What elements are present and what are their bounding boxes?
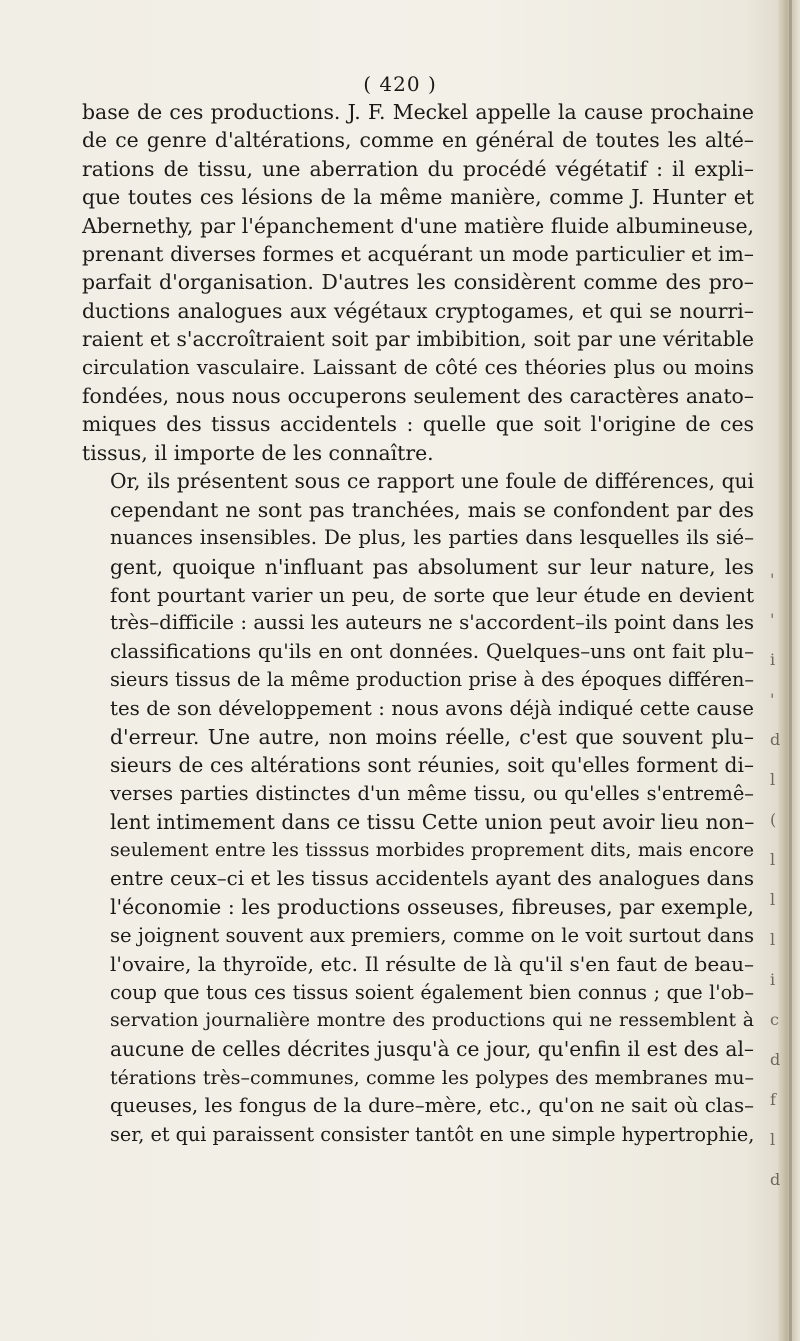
paragraph bbox=[82, 467, 754, 1149]
page-number: ( 420 ) bbox=[363, 72, 437, 96]
text-line: raient et s'accroîtraient soit par imbibition, soit par une véritable bbox=[82, 327, 754, 352]
text-line: de ce genre d'altérations, comme en général de toutes les alté– bbox=[82, 128, 754, 153]
text-line: miques des tissus accidentels : quelle que soit l'origine de ces bbox=[82, 412, 754, 437]
text-line: se joignent souvent aux premiers, comme on le voit surtout dans bbox=[110, 923, 754, 947]
text-line: l'économie : les productions osseuses, fibreuses, par exemple, bbox=[110, 895, 754, 920]
text-line: l'ovaire, la thyroïde, etc. Il résulte de là qu'il s'en faut de beau– bbox=[110, 952, 754, 977]
text-line: d'erreur. Une autre, non moins réelle, c'est que souvent plu– bbox=[110, 724, 754, 749]
bleed-glyph: ' bbox=[770, 570, 775, 589]
bleed-glyph: c bbox=[770, 1010, 779, 1029]
text-line: nuances insensibles. De plus, les parties dans lesquelles ils sié– bbox=[110, 526, 754, 550]
text-line: lent intimement dans ce tissu Cette union peut avoir lieu non– bbox=[110, 810, 755, 835]
text-line: Abernethy, par l'épanchement d'une matière fluide albumineuse, bbox=[82, 213, 754, 238]
text-line: aucune de celles décrites jusqu'à ce jour, qu'enfin il est des al– bbox=[110, 1037, 754, 1062]
text-line: cependant ne sont pas tranchées, mais se confondent par des bbox=[110, 497, 754, 522]
text-line: coup que tous ces tissus soient également bien connus ; que l'ob– bbox=[110, 980, 754, 1004]
body-text bbox=[82, 98, 754, 1149]
bleed-glyph: i bbox=[770, 970, 776, 989]
text-line: tes de son développement : nous avons déjà indiqué cette cause bbox=[110, 696, 754, 720]
text-line: circulation vasculaire. Laissant de côté ces théories plus ou moins bbox=[82, 355, 754, 379]
text-line: que toutes ces lésions de la même manière, comme J. Hunter et bbox=[82, 185, 754, 210]
bleed-glyph: l bbox=[770, 930, 776, 949]
bleed-glyph: d bbox=[770, 730, 781, 749]
text-line: très–difficile : aussi les auteurs ne s'accordent–ils point dans les bbox=[110, 611, 754, 635]
text-line: gent, quoique n'influant pas absolument sur leur nature, les bbox=[110, 554, 754, 579]
text-line: prenant diverses formes et acquérant un mode particulier et im– bbox=[82, 242, 754, 267]
text-line: servation journalière montre des productions qui ne ressemblent à bbox=[110, 1010, 754, 1031]
bleed-glyph: f bbox=[770, 1090, 776, 1109]
text-line: classifications qu'ils en ont données. Quelques–uns ont fait plu– bbox=[110, 639, 754, 663]
text-line: seulement entre les tisssus morbides proprement dits, mais encore bbox=[110, 839, 754, 861]
bleed-glyph: l bbox=[770, 890, 776, 909]
text-line: fondées, nous nous occuperons seulement des caractères anato– bbox=[82, 384, 754, 409]
text-line: verses parties distinctes d'un même tissu, ou qu'elles s'entremê– bbox=[110, 781, 754, 805]
text-line: base de ces productions. J. F. Meckel appelle la cause prochaine bbox=[82, 100, 754, 124]
text-line: Or, ils présentent sous ce rapport une foule de différences, qui bbox=[110, 469, 754, 494]
bleed-glyph: ' bbox=[770, 610, 775, 629]
bleed-glyph: i bbox=[770, 650, 776, 669]
bleed-glyph: ( bbox=[770, 810, 777, 829]
text-line: tissus, il importe de les connaître. bbox=[82, 440, 434, 465]
gutter-fold-line bbox=[789, 0, 792, 1341]
text-line: font pourtant varier un peu, de sorte que leur étude en devient bbox=[110, 582, 754, 607]
paragraph bbox=[82, 98, 754, 467]
bleed-glyph: ' bbox=[770, 690, 775, 709]
text-line: queuses, les fongus de la dure–mère, etc., qu'on ne sait où clas– bbox=[110, 1094, 754, 1118]
text-line: térations très–communes, comme les polypes des membranes mu– bbox=[110, 1066, 754, 1089]
bleed-glyph: l bbox=[770, 1130, 776, 1149]
bleed-glyph: l bbox=[770, 770, 776, 789]
margin-bleed-through bbox=[770, 560, 786, 1189]
text-line: parfait d'organisation. D'autres les considèrent comme des pro– bbox=[82, 270, 754, 295]
text-line: sieurs tissus de la même production prise à des époques différen– bbox=[110, 668, 754, 692]
bleed-glyph: d bbox=[770, 1050, 781, 1069]
text-line: ductions analogues aux végétaux cryptogames, et qui se nourri– bbox=[82, 298, 754, 323]
bleed-glyph: d bbox=[770, 1170, 781, 1189]
text-line: sieurs de ces altérations sont réunies, soit qu'elles forment di– bbox=[110, 753, 754, 778]
bleed-glyph: l bbox=[770, 850, 776, 869]
text-line: rations de tissu, une aberration du procédé végétatif : il expli– bbox=[82, 156, 754, 181]
text-line: entre ceux–ci et les tissus accidentels ayant des analogues dans bbox=[110, 866, 754, 890]
text-line: ser, et qui paraissent consister tantôt en une simple hypertrophie, bbox=[110, 1122, 755, 1146]
